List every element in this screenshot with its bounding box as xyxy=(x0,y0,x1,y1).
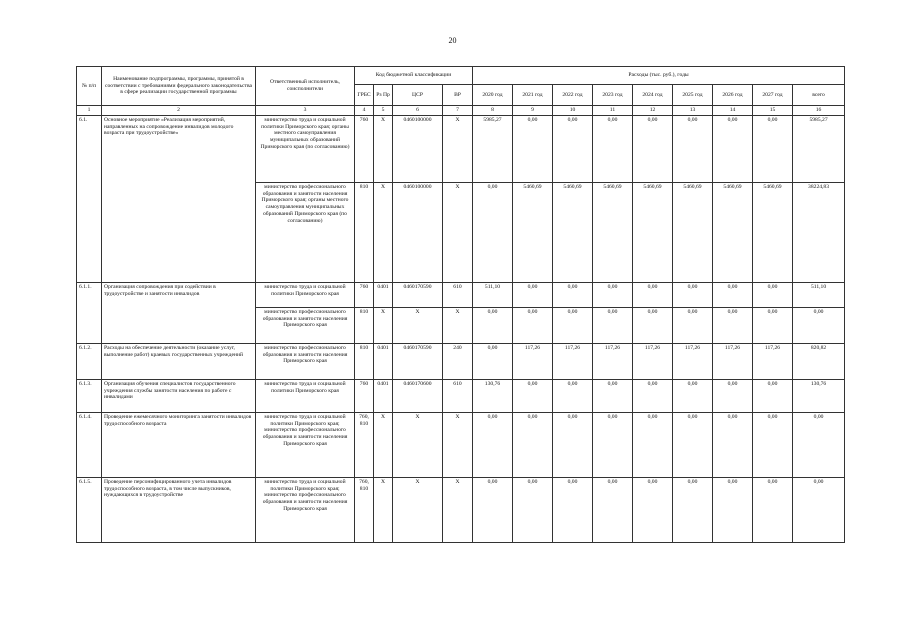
header-csr: ЦСР xyxy=(393,85,443,106)
row-executor: министерство профессионального образования и занятости населения Приморского края xyxy=(256,343,355,379)
row-value: 0,00 xyxy=(513,412,553,477)
row-value: 0,00 xyxy=(593,282,633,307)
row-value: 117,26 xyxy=(553,343,593,379)
row-num: 6.1.2. xyxy=(77,343,102,379)
row-executor: министерство труда и социальной политики Приморского края; органы местного самоуправления муниципальных образований Приморского края (по согласованию) xyxy=(256,115,355,182)
row-value: 117,26 xyxy=(753,343,793,379)
row-vr: Х xyxy=(443,477,473,542)
row-value: 0,00 xyxy=(513,477,553,542)
row-rzpr: 0401 xyxy=(374,282,393,307)
row-value: 0,00 xyxy=(513,115,553,182)
row-vr: Х xyxy=(443,412,473,477)
table-row xyxy=(77,412,845,477)
row-executor: министерство труда и социальной политики Приморского края; министерство профессионального образования и занятости населения Приморского края xyxy=(256,477,355,542)
row-grbs: 760 xyxy=(355,379,374,412)
column-number: 9 xyxy=(513,106,553,116)
row-value: 130,76 xyxy=(473,379,513,412)
row-rzpr: Х xyxy=(374,307,393,343)
row-total: 820,82 xyxy=(793,343,845,379)
row-value: 0,00 xyxy=(673,307,713,343)
row-vr: Х xyxy=(443,115,473,182)
row-value: 0,00 xyxy=(473,343,513,379)
row-rzpr: 0401 xyxy=(374,343,393,379)
table-row xyxy=(77,343,845,379)
column-number: 13 xyxy=(673,106,713,116)
row-executor: министерство труда и социальной политики Приморского края xyxy=(256,379,355,412)
row-value: 0,00 xyxy=(553,477,593,542)
row-value: 0,00 xyxy=(473,412,513,477)
row-value: 117,26 xyxy=(513,343,553,379)
row-value: 0,00 xyxy=(513,379,553,412)
row-csr: 0460100000 xyxy=(393,115,443,182)
header-name: Наименование подпрограммы, программы, принятой в соответствии с требованиями федерального законодательства в сфере реализации государственной программы xyxy=(102,67,256,106)
row-rzpr: Х xyxy=(374,412,393,477)
row-value: 5460,69 xyxy=(713,182,753,282)
table-row xyxy=(77,477,845,542)
row-num: 6.1.5. xyxy=(77,477,102,542)
row-vr: 610 xyxy=(443,379,473,412)
row-value: 0,00 xyxy=(553,412,593,477)
row-name: Основное мероприятие «Реализация мероприятий, направленных на сопровождение инвалидов молодого возраста при трудоустройстве» xyxy=(102,115,256,282)
header-executor: Ответственный исполнитель, соисполнители xyxy=(256,67,355,106)
row-value: 117,26 xyxy=(673,343,713,379)
row-csr: 0460170590 xyxy=(393,343,443,379)
row-value: 511,10 xyxy=(473,282,513,307)
row-value: 0,00 xyxy=(713,115,753,182)
table-row xyxy=(77,115,845,182)
row-total: 5985,27 xyxy=(793,115,845,182)
row-value: 0,00 xyxy=(473,182,513,282)
column-numbers-row xyxy=(77,106,845,116)
row-grbs: 760, 810 xyxy=(355,477,374,542)
row-grbs: 810 xyxy=(355,343,374,379)
row-value: 0,00 xyxy=(673,282,713,307)
header-year: 2021 год xyxy=(513,85,553,106)
row-value: 0,00 xyxy=(473,307,513,343)
column-number: 16 xyxy=(793,106,845,116)
page-number: 20 xyxy=(448,36,457,45)
row-csr: Х xyxy=(393,477,443,542)
column-number: 15 xyxy=(753,106,793,116)
row-grbs: 810 xyxy=(355,182,374,282)
row-name: Проведение персонифицированного учета инвалидов трудоспособного возраста, в том числе выпускников, нуждающихся в трудоустройстве xyxy=(102,477,256,542)
header-budget-code: Код бюджетной классификации xyxy=(355,67,473,85)
row-value: 0,00 xyxy=(633,282,673,307)
row-value: 0,00 xyxy=(633,307,673,343)
row-value: 0,00 xyxy=(553,282,593,307)
row-csr: 0460100000 xyxy=(393,182,443,282)
row-total: 511,10 xyxy=(793,282,845,307)
column-number: 12 xyxy=(633,106,673,116)
row-csr: 0460170590 xyxy=(393,282,443,307)
column-number: 1 xyxy=(77,106,102,116)
row-value: 0,00 xyxy=(753,307,793,343)
header-expenses: Расходы (тыс. руб.), годы xyxy=(473,67,845,85)
row-value: 0,00 xyxy=(673,379,713,412)
header-total: всего xyxy=(793,85,845,106)
row-total: 0,00 xyxy=(793,307,845,343)
row-value: 5460,69 xyxy=(753,182,793,282)
row-value: 5460,69 xyxy=(633,182,673,282)
row-value: 0,00 xyxy=(593,115,633,182)
row-value: 0,00 xyxy=(713,282,753,307)
row-value: 0,00 xyxy=(633,379,673,412)
row-value: 0,00 xyxy=(553,115,593,182)
row-value: 5460,69 xyxy=(553,182,593,282)
row-value: 117,26 xyxy=(633,343,673,379)
row-value: 0,00 xyxy=(673,115,713,182)
header-rzpr: Рз Пр xyxy=(374,85,393,106)
row-num: 6.1. xyxy=(77,115,102,282)
header-year: 2023 год xyxy=(593,85,633,106)
header-year: 2024 год xyxy=(633,85,673,106)
row-value: 0,00 xyxy=(593,307,633,343)
row-value: 0,00 xyxy=(553,307,593,343)
row-value: 5460,69 xyxy=(593,182,633,282)
row-value: 0,00 xyxy=(633,477,673,542)
row-value: 0,00 xyxy=(633,412,673,477)
row-grbs: 760 xyxy=(355,115,374,182)
column-number: 7 xyxy=(443,106,473,116)
row-value: 0,00 xyxy=(593,412,633,477)
row-value: 0,00 xyxy=(673,477,713,542)
row-total: 38224,83 xyxy=(793,182,845,282)
row-value: 0,00 xyxy=(753,379,793,412)
column-number: 14 xyxy=(713,106,753,116)
column-number: 2 xyxy=(102,106,256,116)
row-vr: 610 xyxy=(443,282,473,307)
row-executor: министерство профессионального образования и занятости населения Приморского края xyxy=(256,307,355,343)
row-rzpr: 0401 xyxy=(374,379,393,412)
row-value: 0,00 xyxy=(593,379,633,412)
row-value: 0,00 xyxy=(753,477,793,542)
row-vr: Х xyxy=(443,182,473,282)
row-grbs: 760, 810 xyxy=(355,412,374,477)
budget-table xyxy=(76,66,845,543)
header-year: 2025 год xyxy=(673,85,713,106)
column-number: 3 xyxy=(256,106,355,116)
row-value: 0,00 xyxy=(713,379,753,412)
header-year: 2022 год xyxy=(553,85,593,106)
row-value: 0,00 xyxy=(553,379,593,412)
header-grbs: ГРБС xyxy=(355,85,374,106)
row-executor: министерство профессионального образования и занятости населения Приморского края; органы местного самоуправления муниципальных образований Приморского края (по согласованию) xyxy=(256,182,355,282)
row-executor: министерство труда и социальной политики Приморского края xyxy=(256,282,355,307)
header-year: 2020 год xyxy=(473,85,513,106)
row-value: 0,00 xyxy=(593,477,633,542)
table-row xyxy=(77,282,845,307)
row-num: 6.1.1. xyxy=(77,282,102,343)
row-name: Организация обучения специалистов государственного учреждения службы занятости населения по работе с инвалидами xyxy=(102,379,256,412)
row-vr: Х xyxy=(443,307,473,343)
row-name: Проведение ежемесячного мониторинга занятости инвалидов трудоспособного возраста xyxy=(102,412,256,477)
row-value: 0,00 xyxy=(753,282,793,307)
column-number: 11 xyxy=(593,106,633,116)
row-rzpr: Х xyxy=(374,477,393,542)
row-name: Организация сопровождения при содействии в трудоустройстве и занятости инвалидов xyxy=(102,282,256,343)
row-value: 0,00 xyxy=(713,477,753,542)
column-number: 5 xyxy=(374,106,393,116)
header-vr: ВР xyxy=(443,85,473,106)
row-num: 6.1.4. xyxy=(77,412,102,477)
row-value: 0,00 xyxy=(753,412,793,477)
row-grbs: 760 xyxy=(355,282,374,307)
row-value: 0,00 xyxy=(633,115,673,182)
row-value: 5985,27 xyxy=(473,115,513,182)
row-csr: Х xyxy=(393,307,443,343)
table-row xyxy=(77,379,845,412)
row-value: 5460,69 xyxy=(513,182,553,282)
header-year: 2026 год xyxy=(713,85,753,106)
row-value: 0,00 xyxy=(513,282,553,307)
row-value: 117,26 xyxy=(593,343,633,379)
row-total: 0,00 xyxy=(793,412,845,477)
row-value: 0,00 xyxy=(753,115,793,182)
row-value: 0,00 xyxy=(473,477,513,542)
row-total: 130,76 xyxy=(793,379,845,412)
column-number: 6 xyxy=(393,106,443,116)
row-value: 0,00 xyxy=(713,412,753,477)
row-grbs: 810 xyxy=(355,307,374,343)
column-number: 10 xyxy=(553,106,593,116)
row-total: 0,00 xyxy=(793,477,845,542)
row-rzpr: Х xyxy=(374,115,393,182)
row-value: 0,00 xyxy=(673,412,713,477)
row-value: 0,00 xyxy=(513,307,553,343)
column-number: 4 xyxy=(355,106,374,116)
row-vr: 240 xyxy=(443,343,473,379)
row-csr: 0460170600 xyxy=(393,379,443,412)
row-csr: Х xyxy=(393,412,443,477)
row-num: 6.1.3. xyxy=(77,379,102,412)
row-value: 0,00 xyxy=(713,307,753,343)
row-executor: министерство труда и социальной политики Приморского края; министерство профессионального образования и занятости населения Приморского края xyxy=(256,412,355,477)
header-year: 2027 год xyxy=(753,85,793,106)
header-num: № п/п xyxy=(77,67,102,106)
row-value: 117,26 xyxy=(713,343,753,379)
row-name: Расходы на обеспечение деятельности (оказание услуг, выполнение работ) краевых государственных учреждений xyxy=(102,343,256,379)
row-rzpr: Х xyxy=(374,182,393,282)
column-number: 8 xyxy=(473,106,513,116)
row-value: 5460,69 xyxy=(673,182,713,282)
